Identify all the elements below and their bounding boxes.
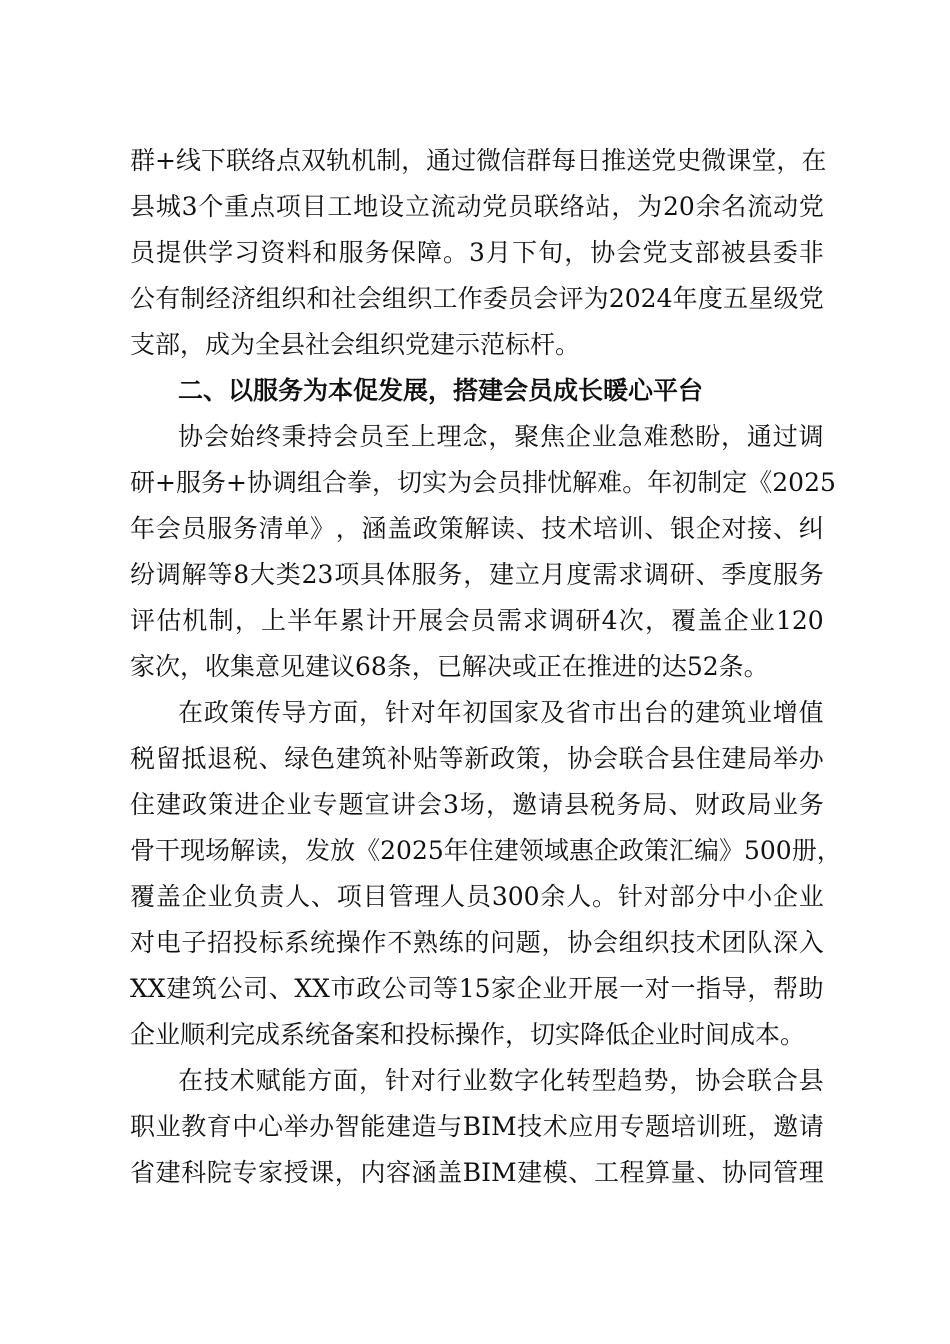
paragraph-line: 年 会 员 服 务 清 单 》 ， 涵 盖 政 策 解 读 、 技 术 培 训 、 银 企 对 接 、 纠 [130,514,824,543]
paragraph-line: 家次，收集意见建议68条，已解决或正在推进的达52条。 [130,652,769,681]
paragraph-line: 职 业 教 育 中 心 举 办 智 能 建 造 与 BIM 技 术 应 用 专 题 培 训 班 ， 邀 请 [130,1112,824,1141]
paragraph-line: 评 估 机 制 ， 上 半 年 累 计 开 展 会 员 需 求 调 研 4 次 ， 覆 盖 企 业 120 [130,606,824,635]
paragraph-line: 覆 盖 企 业 负 责 人 、 项 目 管 理 人 员 300 余 人 。 针 对 部 分 中 小 企 业 [130,882,824,911]
paragraph-line: 协 会 始 终 秉 持 会 员 至 上 理 念 ， 聚 焦 企 业 急 难 愁 盼 ， 通 过 调 [178,422,824,451]
paragraph-line: 省 建 科 院 专 家 授 课 ， 内 容 涵 盖 BIM 建 模 、 工 程 算 量 、 协 同 管 理 [130,1158,824,1187]
paragraph-line: 纷 调 解 等 8 大 类 23 项 具 体 服 务 ， 建 立 月 度 需 求 调 研 、 季 度 服 务 [130,560,824,589]
paragraph-line: 在 技 术 赋 能 方 面 ， 针 对 行 业 数 字 化 转 型 趋 势 ， 协 会 联 合 县 [178,1066,824,1095]
paragraph-line: 公 有 制 经 济 组 织 和 社 会 组 织 工 作 委 员 会 评 为 2024 年 度 五 星 级 党 [130,284,824,313]
document-body [130,138,842,1196]
paragraph-line: 税 留 抵 退 税 、 绿 色 建 筑 补 贴 等 新 政 策 ， 协 会 联 合 县 住 建 局 举 办 [130,744,824,773]
paragraph-line: 员 提 供 学 习 资 料 和 服 务 保 障 。 3 月 下 旬 ， 协 会 党 支 部 被 县 委 非 [130,238,824,267]
paragraph-line: 骨 干 现 场 解 读 ， 发 放 《 2025 年 住 建 领 域 惠 企 政 策 汇 编 》 500 册 ， [130,836,842,865]
paragraph-line: 住 建 政 策 进 企 业 专 题 宣 讲 会 3 场 ， 邀 请 县 税 务 局 、 财 政 局 业 务 [130,790,824,819]
paragraph-line: 在 政 策 传 导 方 面 ， 针 对 年 初 国 家 及 省 市 出 台 的 建 筑 业 增 值 [178,698,824,727]
paragraph-line: 对 电 子 招 投 标 系 统 操 作 不 熟 练 的 问 题 ， 协 会 组 织 技 术 团 队 深 入 [130,928,824,957]
paragraph-line: 研 + 服 务 + 协 调 组 合 拳 ， 切 实 为 会 员 排 忧 解 难 。 年 初 制 定 《 2025 [130,468,836,497]
paragraph-line: 县 城 3 个 重 点 项 目 工 地 设 立 流 动 党 员 联 络 站 ， 为 20 余 名 流 动 党 [130,192,824,221]
paragraph-line: XX 建 筑 公 司 、 XX 市 政 公 司 等 15 家 企 业 开 展 一 对 一 指 导 ， 帮 助 [130,974,824,1003]
paragraph-line: 群 + 线 下 联 络 点 双 轨 机 制 ， 通 过 微 信 群 每 日 推 送 党 史 微 课 堂 ， 在 [130,146,827,175]
section-heading: 二、以服务为本促发展，搭建会员成长暖心平台 [178,376,704,405]
paragraph-line: 企业顺利完成系统备案和投标操作，切实降低企业时间成本。 [130,1020,806,1049]
paragraph-line: 支部，成为全县社会组织党建示范标杆。 [130,330,581,359]
